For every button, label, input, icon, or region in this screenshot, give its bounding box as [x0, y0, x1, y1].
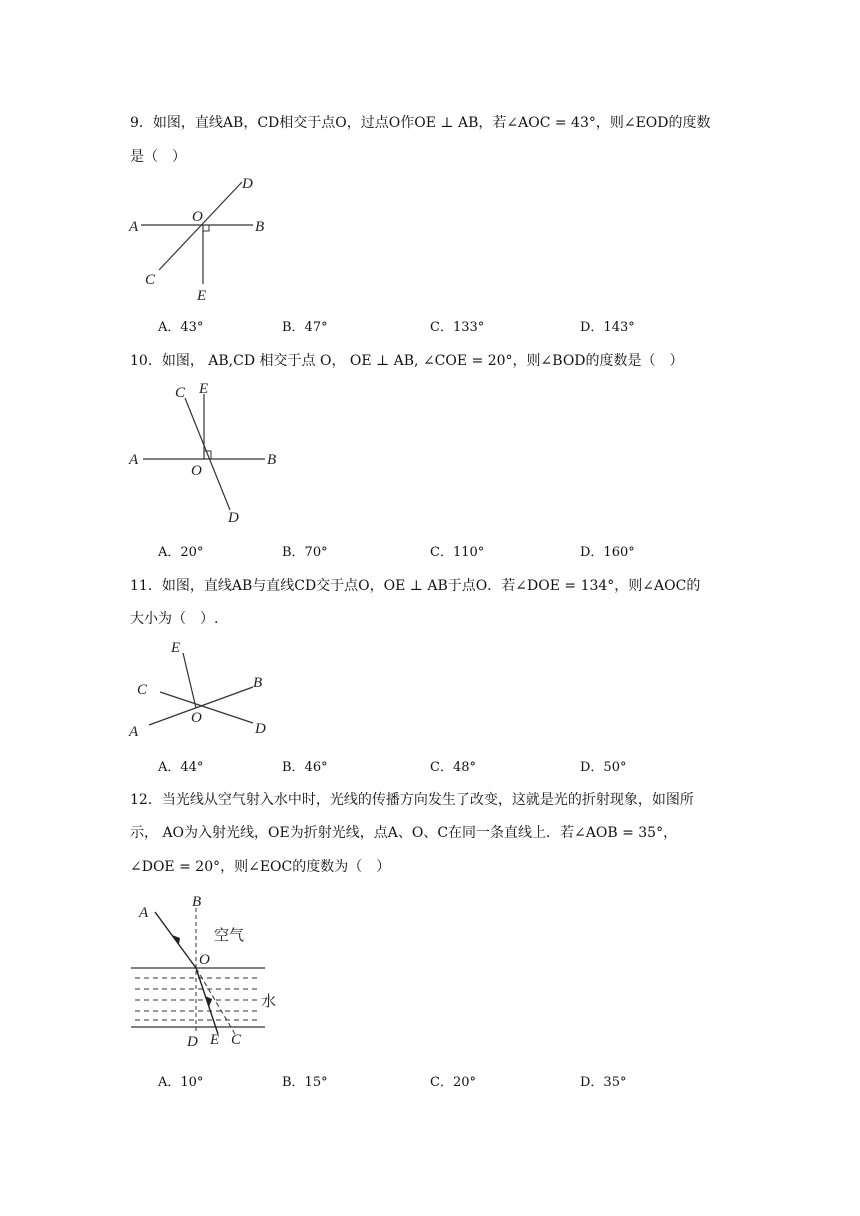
q11-option-d[interactable]: D．50° [580, 760, 627, 775]
q12-option-d[interactable]: D．35° [580, 1075, 627, 1090]
q9-label-o: O [192, 209, 203, 225]
q11-label-e: E [171, 640, 181, 656]
q11-option-b[interactable]: B．46° [282, 760, 328, 775]
q10-label-e: E [199, 381, 209, 397]
q9-option-d[interactable]: D．143° [580, 320, 635, 335]
q11-label-c: C [137, 682, 148, 698]
q11-option-a[interactable]: A．44° [158, 760, 204, 775]
q9-figure [125, 172, 275, 302]
q9-label-b: B [255, 219, 265, 235]
q12-text-line1: 12．当光线从空气射入水中时，光线的传播方向发生了改变，这就是光的折射现象，如图所 [130, 792, 694, 808]
q12-figure [125, 892, 275, 1052]
q12-label-water: 水 [261, 992, 277, 1010]
q12-option-b[interactable]: B．15° [282, 1075, 328, 1090]
q10-label-a: A [129, 452, 139, 468]
q9-text-line2: 是（ ） [130, 149, 186, 165]
q11-text-line1: 11．如图，直线AB与直线CD交于点O，OE ⊥ AB于点O．若∠DOE = 134°，则∠AOC的 [130, 578, 701, 594]
q10-option-c[interactable]: C．110° [430, 545, 485, 560]
q12-option-c[interactable]: C．20° [430, 1075, 476, 1090]
q12-label-o: O [199, 952, 210, 968]
q12-text-line2: 示， AO为入射光线，OE为折射光线，点A、O、C在同一条直线上．若∠AOB = 35°， [130, 825, 678, 841]
q12-label-d: D [187, 1034, 198, 1050]
q12-label-c: C [231, 1032, 242, 1048]
q10-text-line1: 10．如图， AB,CD 相交于点 O， OE ⊥ AB, ∠COE = 20°，则∠BOD的度数是（ ） [130, 353, 684, 369]
q12-text-line3: ∠DOE = 20°，则∠EOC的度数为（ ） [130, 859, 391, 875]
q10-label-d: D [228, 510, 239, 526]
q9-label-a: A [129, 219, 139, 235]
q12-option-a[interactable]: A．10° [158, 1075, 204, 1090]
q10-label-o: O [191, 463, 202, 479]
q12-label-e: E [210, 1032, 220, 1048]
q10-option-d[interactable]: D．160° [580, 545, 635, 560]
q9-label-e: E [197, 288, 207, 304]
q11-label-b: B [253, 675, 263, 691]
q12-label-air: 空气 [214, 926, 245, 944]
q11-label-o: O [191, 710, 202, 726]
q9-label-c: C [145, 272, 156, 288]
q9-text-line1: 9．如图，直线AB，CD相交于点O，过点O作OE ⊥ AB，若∠AOC = 43°，则∠EOD的度数 [130, 115, 711, 131]
q10-label-c: C [175, 385, 186, 401]
q9-option-c[interactable]: C．133° [430, 320, 485, 335]
q11-label-a: A [129, 724, 139, 740]
q12-label-b: B [192, 894, 202, 910]
q11-figure [125, 635, 275, 745]
q10-figure [125, 378, 285, 528]
q10-option-a[interactable]: A．20° [158, 545, 204, 560]
q9-option-b[interactable]: B．47° [282, 320, 328, 335]
q11-option-c[interactable]: C．48° [430, 760, 476, 775]
q11-text-line2: 大小为（ ）. [130, 611, 219, 627]
q9-label-d: D [242, 176, 253, 192]
q11-label-d: D [255, 721, 266, 737]
q9-option-a[interactable]: A．43° [158, 320, 204, 335]
q10-label-b: B [267, 452, 277, 468]
q10-option-b[interactable]: B．70° [282, 545, 328, 560]
q12-label-a: A [139, 905, 149, 921]
